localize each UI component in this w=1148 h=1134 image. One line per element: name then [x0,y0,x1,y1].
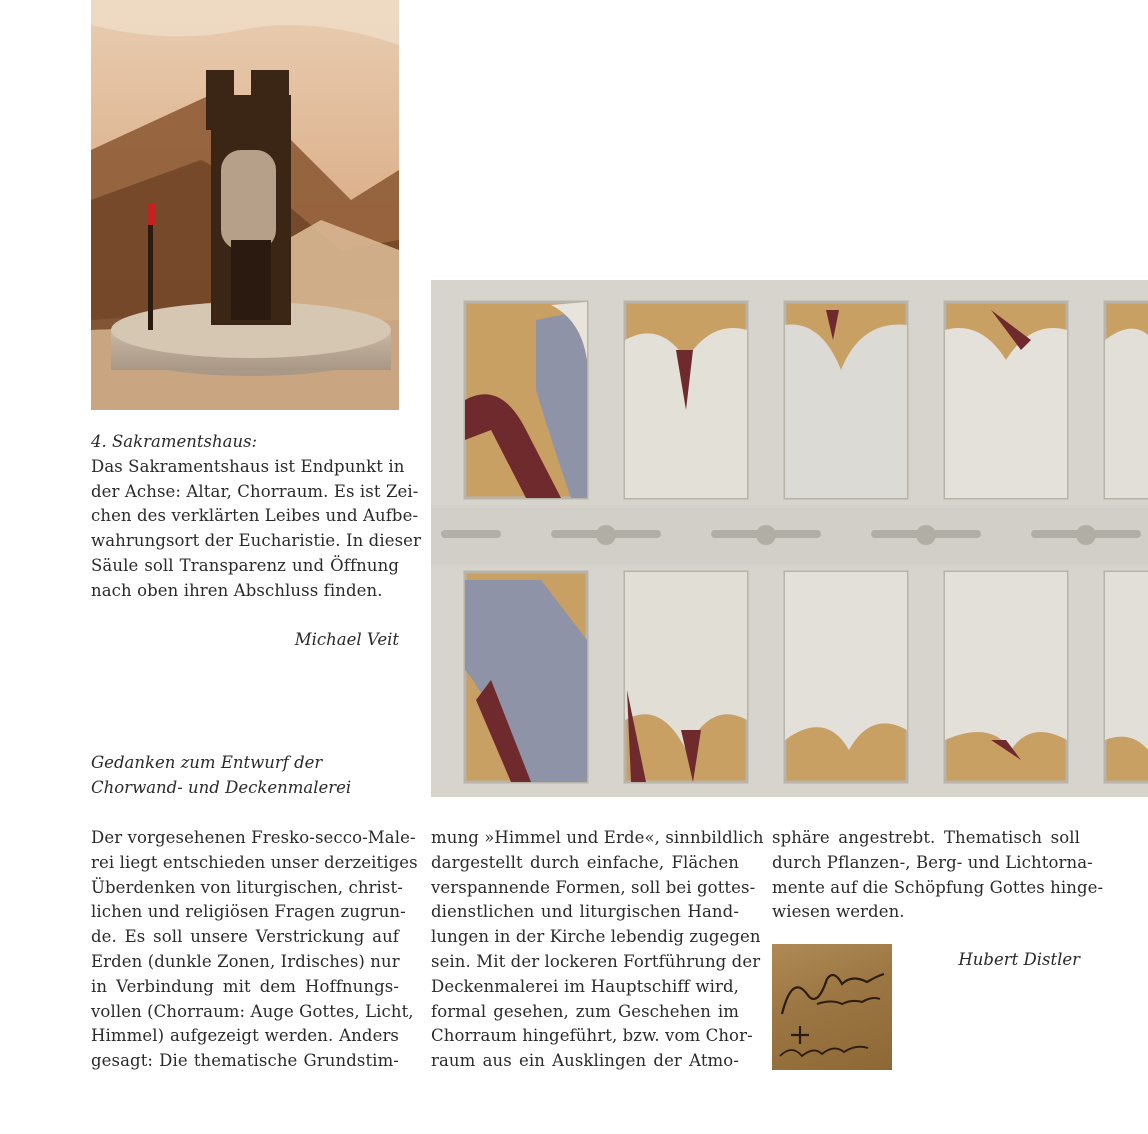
caption-author: Michael Veit [294,630,399,649]
text-column-1: Der vorgesehenen Fresko-secco-Male- rei liegt entschieden unser derzeitiges Überdenken von liturgischen, christ- lichen und religiösen Fragen zugrun- de. Es soll unsere Verstrickung auf Erden (dunkle Zonen, Irdisches) nur in Verbindung mit dem Hoffnungs- vollen (Chorraum: Auge Gottes, Licht, Himmel) aufgezeigt werden. Anders gesagt: Die thematische Grundstim- [91,828,418,1071]
section-title: Gedanken zum Entwurf der Chorwand- und Deckenmalerei [91,753,352,797]
handwritten-signature [772,944,892,1070]
caption-title: 4. Sakramentshaus: [91,432,258,451]
ceiling-painting-illustration [431,280,1148,797]
caption-body: Das Sakramentshaus ist Endpunkt in der Achse: Altar, Chorraum. Es ist Zei- chen des verklärten Leibes und Aufbe- wahrungsort der Eucharistie. In dieser Säule soll Transparenz und Öffnung nach oben ihren Abschluss finden. [91,456,421,600]
text-author: Hubert Distler [958,950,1080,969]
sacrament-house-illustration [91,0,399,410]
sacrament-house-photo [91,0,399,410]
signature-scribble [772,944,892,1070]
text-column-2: mung »Himmel und Erde«, sinnbildlich dargestellt durch einfache, Flächen verspannende Formen, soll bei gottes- dienstlichen und liturgischen Hand- lungen in der Kirche lebendig zugegen sein. Mit der lockeren Fortführung der Deckenmalerei im Hauptschiff wird, formal gesehen, zum Geschehen im Chorraum hingeführt, bzw. vom Chor- raum aus ein Ausklingen der Atmo- [431,828,764,1071]
ceiling-painting-photo [431,280,1148,797]
text-column-3: sphäre angestrebt. Thematisch soll durch Pflanzen-, Berg- und Lichtorna- mente auf die Schöpfung Gottes hinge- wiesen werden. [772,828,1104,922]
sacrament-house-caption [91,430,421,604]
